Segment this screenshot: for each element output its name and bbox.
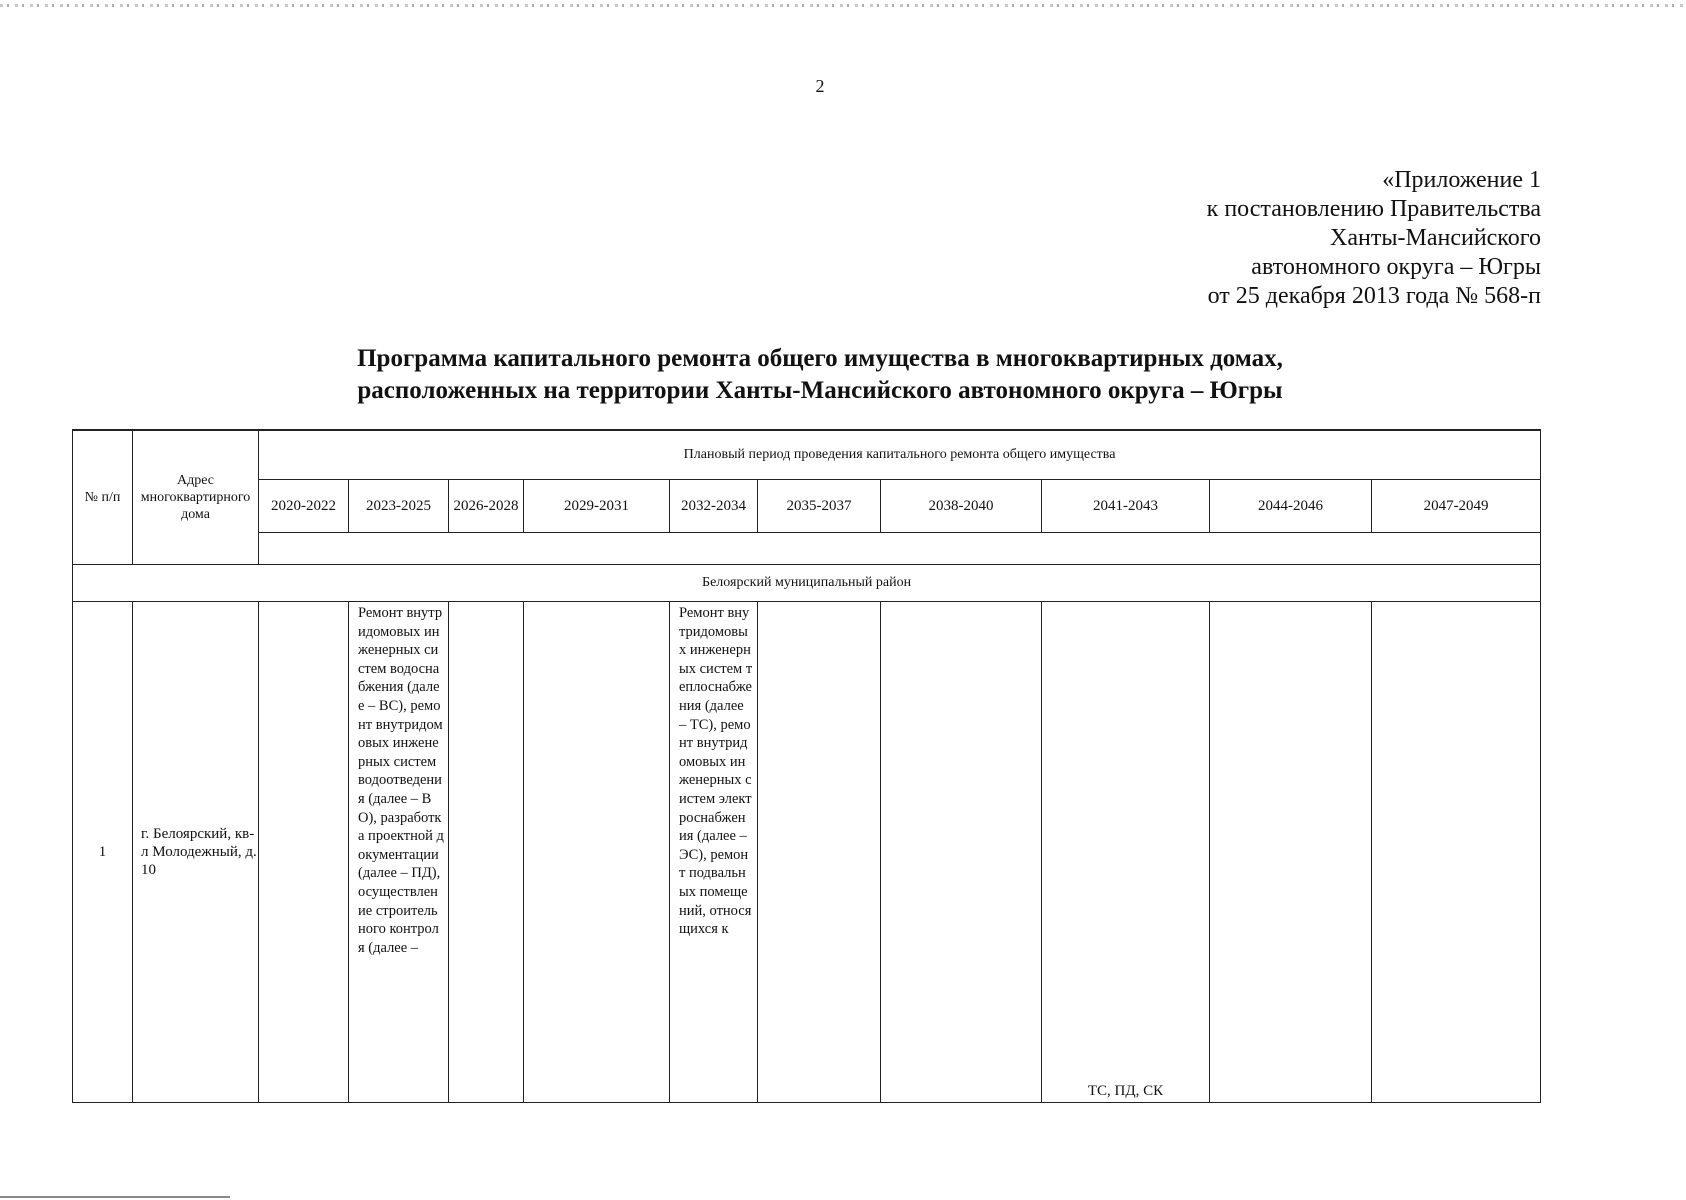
- cell-2032-2034: [670, 602, 758, 1103]
- period-2047-2049: 2047-2049: [1372, 480, 1541, 533]
- appendix-note: [1207, 166, 1541, 311]
- appendix-line: к постановлению Правительства: [1206, 196, 1541, 222]
- appendix-line: от 25 декабря 2013 года № 568-п: [1207, 283, 1541, 309]
- document-title: [0, 343, 1640, 407]
- cell-2044-2046: [1210, 602, 1372, 1103]
- row-number: 1: [73, 602, 133, 1103]
- table-row: [73, 602, 1541, 1103]
- appendix-line: «Приложение 1: [1382, 167, 1541, 193]
- scan-edge-bottom: [0, 1196, 230, 1198]
- col-header-address: Адрес многоквартирного дома: [133, 430, 259, 565]
- period-2020-2022: 2020-2022: [259, 480, 349, 533]
- page-number: 2: [815, 76, 825, 96]
- period-2035-2037: 2035-2037: [758, 480, 881, 533]
- repair-program-table: [72, 429, 1541, 1103]
- period-2026-2028: 2026-2028: [449, 480, 524, 533]
- cell-2020-2022: [259, 602, 349, 1103]
- cell-2029-2031: [524, 602, 670, 1103]
- period-2029-2031: 2029-2031: [524, 480, 670, 533]
- work-description: Ремонт внутридомовых инженерных систем водоснабжения (далее – ВС), ремонт внутридомовых инженерных систем водоотведения (далее – ВО), разработка проектной документации (далее – ПД), осуществление строительного контроля (далее –: [358, 605, 444, 956]
- cell-2035-2037: [758, 602, 881, 1103]
- period-2044-2046: 2044-2046: [1210, 480, 1372, 533]
- row-address: г. Белоярский, кв-л Молодежный, д. 10: [133, 602, 259, 1103]
- period-2038-2040: 2038-2040: [881, 480, 1042, 533]
- scan-edge-top: [0, 4, 1686, 7]
- title-line-2: расположенных на территории Ханты-Мансийского автономного округа – Югры: [357, 377, 1283, 404]
- work-description: Ремонт внутридомовых инженерных систем теплоснабжения (далее – ТС), ремонт внутридомовых инженерных систем электроснабжения (далее – ЭС), ремонт подвальных помещений, относящихся к: [679, 605, 753, 938]
- cell-2041-2043: [1042, 602, 1210, 1103]
- title-line-1: Программа капитального ремонта общего имущества в многоквартирных домах,: [357, 345, 1283, 372]
- cell-2023-2025: [349, 602, 449, 1103]
- district-row: Белоярский муниципальный район: [73, 565, 1541, 602]
- appendix-line: Ханты-Мансийского: [1330, 225, 1541, 251]
- appendix-line: автономного округа – Югры: [1251, 254, 1541, 280]
- work-codes: ТС, ПД, СК: [1087, 1083, 1164, 1099]
- period-header: Плановый период проведения капитального ремонта общего имущества: [259, 430, 1541, 480]
- cell-2026-2028: [449, 602, 524, 1103]
- period-2023-2025: 2023-2025: [349, 480, 449, 533]
- period-2041-2043: 2041-2043: [1042, 480, 1210, 533]
- cell-2047-2049: [1372, 602, 1541, 1103]
- blank-header-row: [259, 533, 1541, 565]
- cell-2038-2040: [881, 602, 1042, 1103]
- period-2032-2034: 2032-2034: [670, 480, 758, 533]
- col-header-number: № п/п: [73, 430, 133, 565]
